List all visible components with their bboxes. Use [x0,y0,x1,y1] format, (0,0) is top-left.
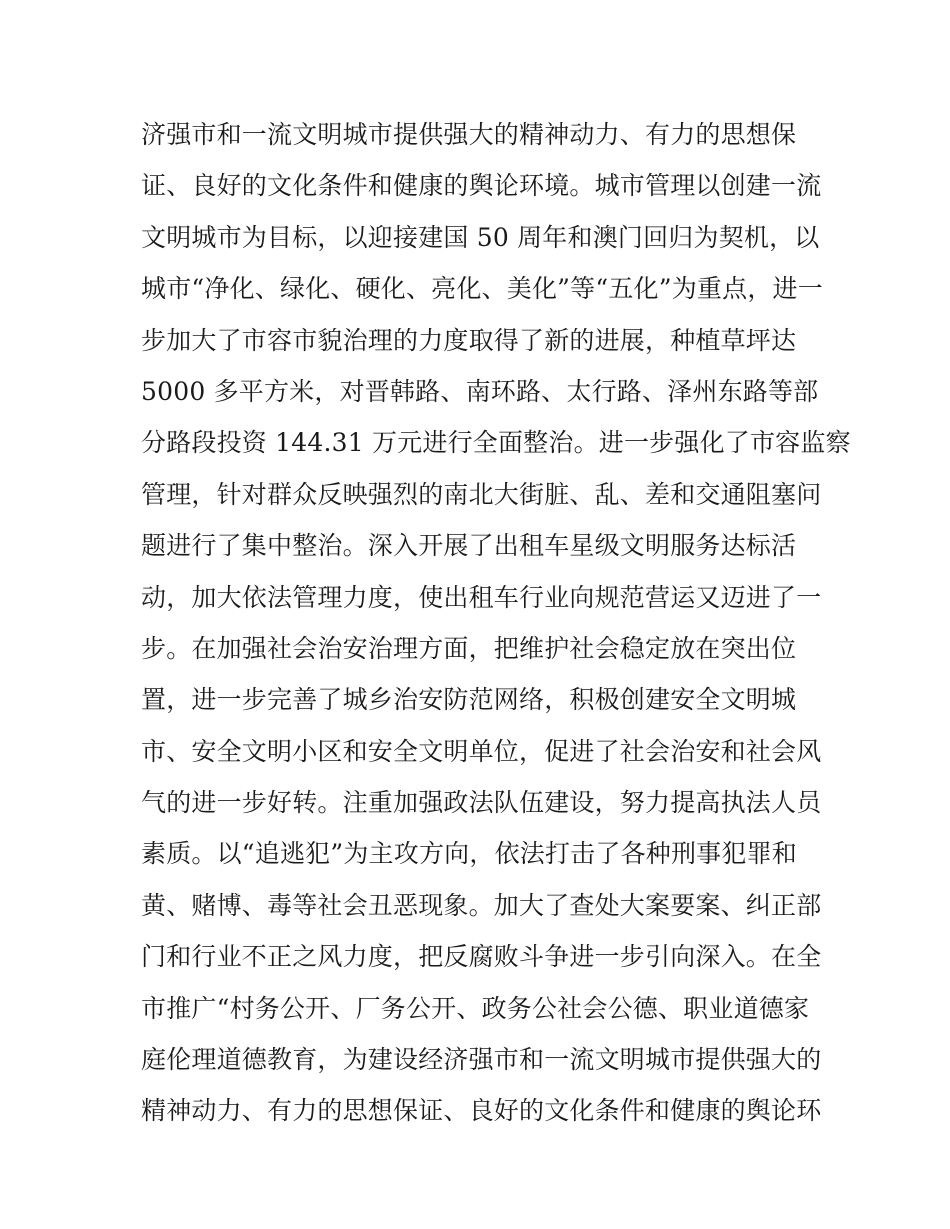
text-line: 济强市和一流文明城市提供强大的精神动力、有力的思想保 [141,120,797,149]
body-text [141,109,851,1137]
text-line: 素质。以“追逃犯”为主攻方向，依法打击了各种刑事犯罪和 [141,839,797,869]
text-line: 步。在加强社会治安治理方面，把维护社会稳定放在突出位 [141,633,797,663]
text-line: 市推广“村务公开、厂务公开、政务公社会公德、职业道德家 [141,993,810,1023]
text-line: 证、良好的文化条件和健康的舆论环境。城市管理以创建一流 [141,171,822,201]
text-line: 题进行了集中整治。深入开展了出租车星级文明服务达标活 [141,531,797,561]
text-line: 门和行业不正之风力度，把反腐败斗争进一步引向深入。在全 [141,942,822,972]
text-line: 城市“净化、绿化、硬化、亮化、美化”等“五化”为重点，进一 [141,274,823,304]
text-line: 庭伦理道德教育，为建设经济强市和一流文明城市提供强大的 [141,1045,822,1075]
text-line: 置，进一步完善了城乡治安防范网络，积极创建安全文明城 [141,685,797,715]
text-line: 步加大了市容市貌治理的力度取得了新的进展，种植草坪达 [141,325,797,355]
text-line: 文明城市为目标，以迎接建国 50 周年和澳门回归为契机，以 [141,222,820,252]
text-line: 分路段投资 144.31 万元进行全面整治。进一步强化了市容监察 [141,428,851,458]
text-line: 管理，针对群众反映强烈的南北大街脏、乱、差和交通阻塞问 [141,479,822,509]
text-line: 黄、赌博、毒等社会丑恶现象。加大了查处大案要案、纠正部 [141,890,822,920]
text-line: 气的进一步好转。注重加强政法队伍建设，努力提高执法人员 [141,788,822,818]
text-line: 动，加大依法管理力度，使出租车行业向规范营运又迈进了一 [141,582,822,612]
text-line: 5000 多平方米，对晋韩路、南环路、太行路、泽州东路等部 [141,376,819,406]
text-line: 精神动力、有力的思想保证、良好的文化条件和健康的舆论环 [141,1096,822,1126]
text-line: 市、安全文明小区和安全文明单位，促进了社会治安和社会风 [141,736,822,766]
